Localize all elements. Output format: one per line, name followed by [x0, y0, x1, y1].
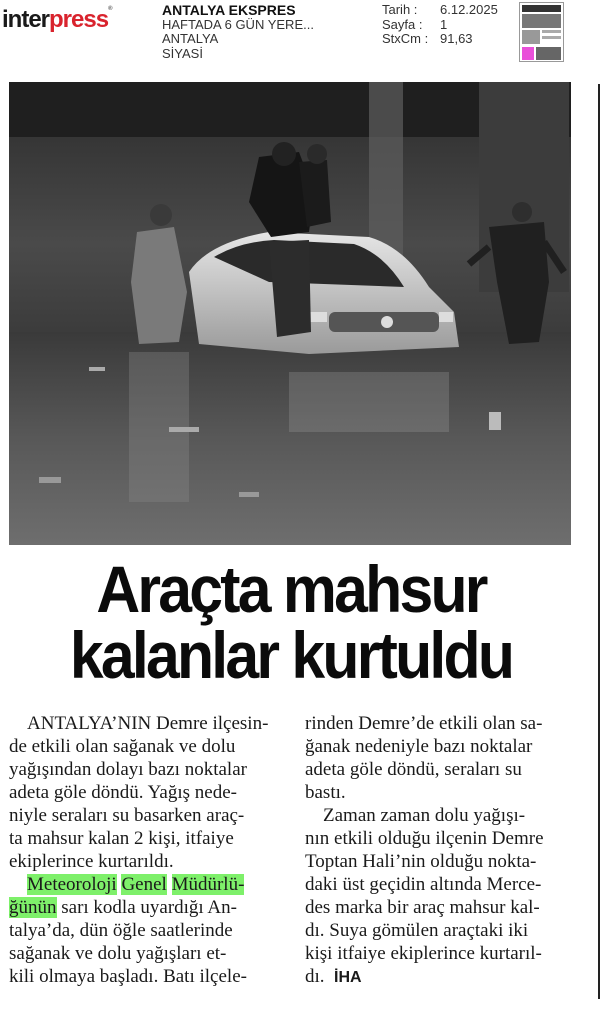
date-value: 6.12.2025: [440, 2, 498, 17]
col1-line: yağışından dolayı bazı noktalar: [9, 759, 247, 780]
col1-line: adeta göle döndü. Yağış nede-: [9, 782, 237, 803]
col2-line: nın etkili olduğu ilçenin Demre: [305, 828, 544, 849]
news-source: İHA: [334, 969, 362, 986]
col2-line: kişi itfaiye ekiplerince kurtarıl-: [305, 943, 542, 964]
meta-date-row: [382, 3, 498, 18]
highlight-word: Meteoroloji: [27, 874, 117, 895]
highlight-word: Müdürlü-: [171, 874, 245, 895]
col2-line: bastı.: [305, 782, 346, 803]
col1-line: talya’da, dün öğle saatlerinde: [9, 920, 233, 941]
meta-stxcm-row: [382, 32, 498, 47]
col1-line: de etkili olan sağanak ve dolu: [9, 736, 236, 757]
highlight-word: ğünün: [9, 897, 57, 918]
page-value: 1: [440, 16, 448, 32]
logo-main: inter: [2, 6, 50, 33]
flooded-car-photo: [9, 82, 571, 545]
col1-line: sağanak ve dolu yağışları et-: [9, 943, 227, 964]
publication-frequency: HAFTADA 6 GÜN YERE...: [162, 16, 314, 32]
date-label: Tarih :: [382, 2, 418, 17]
col1-highlight-line-2: [9, 896, 281, 919]
headline-line-1: Araçta mahsur: [96, 552, 486, 626]
publication-name: ANTALYA EKSPRES: [162, 2, 296, 18]
col2-line: daki üst geçidin altında Merce-: [305, 874, 542, 895]
col2-line: Zaman zaman dolu yağışı-: [323, 805, 526, 826]
publication-info: [162, 3, 314, 61]
page-label: Sayfa :: [382, 16, 423, 32]
col1-line: niyle seraları su basarken araç-: [9, 805, 245, 826]
col1-line: ekiplerince kurtarıldı.: [9, 851, 174, 872]
col2-line: rinden Demre’de etkili olan sa-: [305, 713, 543, 734]
column-divider: [598, 84, 600, 999]
meta-page-row: [382, 18, 498, 33]
col2-line: ğanak nedeniyle bazı noktalar: [305, 736, 533, 757]
article-column-1: [9, 712, 281, 988]
col1-line-rest: sarı kodla uyardığı An-: [56, 897, 237, 918]
article-column-2: [305, 712, 573, 989]
col2-line: dı. Suya gömülen araçtaki iki: [305, 920, 529, 941]
col2-line: Toptan Hali’nin olduğu nokta-: [305, 851, 537, 872]
col2-last-line: [305, 965, 573, 989]
page-thumbnail[interactable]: [519, 2, 564, 62]
stxcm-label: StxCm :: [382, 31, 429, 46]
col2-line: dı.: [305, 966, 325, 987]
col1-line: ta mahsur kalan 2 kişi, itfaiye: [9, 828, 234, 849]
headline-line-2: kalanlar kurtuldu: [69, 618, 513, 692]
col1-line: ANTALYA’NIN Demre ilçesin-: [27, 713, 269, 734]
logo-accent: press: [49, 6, 109, 33]
logo-mark: ®: [108, 6, 112, 12]
col2-line: adeta göle döndü, seraları su: [305, 759, 522, 780]
stxcm-value: 91,63: [440, 31, 473, 46]
col2-line: des marka bir araç mahsur kal-: [305, 897, 540, 918]
col1-line: kili olmaya başladı. Batı ilçele-: [9, 966, 247, 987]
highlight-word: Genel: [121, 874, 167, 895]
publication-category: SİYASİ: [162, 45, 203, 61]
publication-city: ANTALYA: [162, 31, 219, 46]
col1-highlight-line: [9, 873, 281, 896]
article-headline: [31, 552, 552, 692]
clipping-header: [0, 0, 608, 70]
clipping-meta: [382, 3, 498, 47]
interpress-logo: [2, 6, 111, 34]
